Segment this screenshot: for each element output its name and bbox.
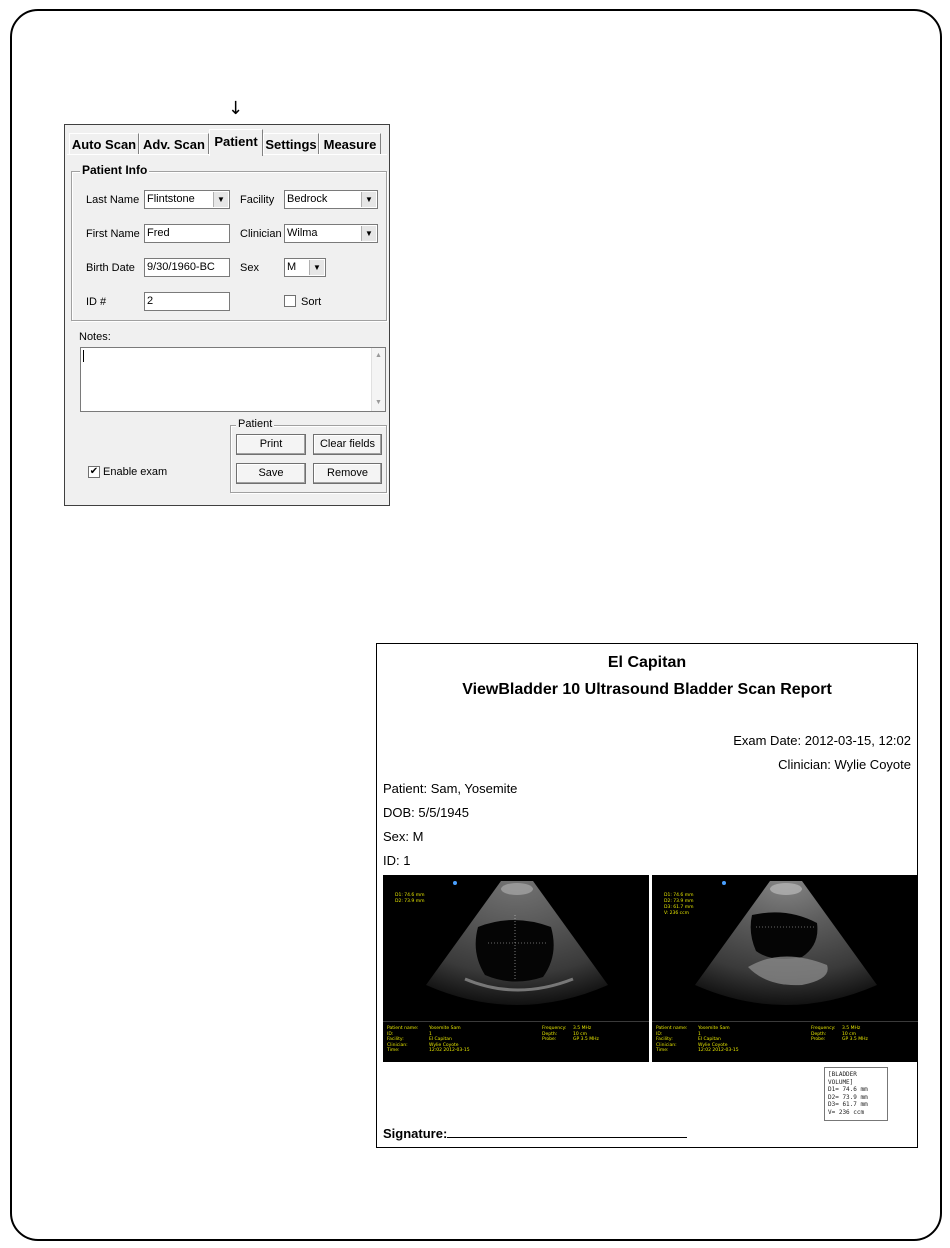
enable-exam-label: Enable exam — [103, 466, 168, 478]
measurement-d1: D1: 74.6 mm — [395, 893, 425, 898]
report-dob: DOB: 5/5/1945 — [383, 805, 469, 820]
sex-combo[interactable] — [284, 258, 326, 277]
tab-patient[interactable]: Patient — [209, 129, 263, 156]
report-id: ID: 1 — [383, 853, 411, 868]
info-label: Patient name: — [656, 1026, 688, 1031]
report-facility: El Capitan — [607, 654, 687, 671]
image-info-2 — [652, 1021, 918, 1062]
report-sex: Sex: M — [383, 829, 424, 844]
signature-line — [383, 1126, 687, 1141]
probe-label: Frequency: — [811, 1026, 836, 1031]
patient-info-title: Patient Info — [82, 163, 148, 177]
probe-value: 10 cm — [842, 1031, 857, 1037]
measurement-volume: V: 236 ccm — [664, 911, 690, 916]
probe-value: GP 3.5 MHz — [842, 1037, 868, 1042]
info-value: 1 — [429, 1031, 432, 1037]
measurements-1 — [395, 893, 425, 905]
report-title: ViewBladder 10 Ultrasound Bladder Scan Report — [462, 681, 832, 698]
first-name-label: First Name — [86, 228, 140, 240]
ultrasound-image-1 — [383, 875, 649, 1062]
measurement-d2: D2: 73.9 mm — [664, 899, 694, 904]
text-cursor — [83, 350, 84, 362]
clinician-value: Wilma — [287, 227, 318, 239]
info-value: Yosemite Sam — [429, 1026, 461, 1031]
ultrasound-image-2 — [652, 875, 918, 1062]
patient-info-group — [71, 163, 387, 321]
probe-label: Probe: — [811, 1037, 826, 1042]
notes-textarea[interactable] — [80, 347, 386, 412]
tab-settings[interactable]: Settings — [263, 133, 319, 155]
volume-d3: D3= 61.7 mm — [828, 1101, 868, 1108]
info-label: Time: — [387, 1048, 400, 1053]
remove-button[interactable]: Remove — [313, 463, 382, 484]
probe-value: GP 3.5 MHz — [573, 1037, 599, 1042]
info-label: ID: — [387, 1031, 394, 1037]
info-label: Time: — [656, 1048, 669, 1053]
signature-blank — [447, 1127, 687, 1138]
exam-date: Exam Date: 2012-03-15, 12:02 — [733, 733, 911, 748]
info-label: Clinician: — [656, 1042, 677, 1048]
chevron-down-icon[interactable]: ▼ — [361, 226, 376, 241]
info-value: 1 — [698, 1031, 701, 1037]
sex-label: Sex — [240, 262, 259, 274]
clinician-combo[interactable] — [284, 224, 378, 243]
volume-d2: D2= 73.9 mm — [828, 1093, 868, 1101]
info-label: Facility: — [656, 1037, 673, 1042]
tab-panel-patient — [67, 154, 387, 504]
signature-label: Signature: — [383, 1126, 448, 1141]
id-input[interactable]: 2 — [144, 292, 230, 311]
patient-actions-group — [230, 418, 387, 493]
first-name-input[interactable]: Fred — [144, 224, 230, 243]
print-button[interactable]: Print — [236, 434, 306, 455]
patient-dialog — [64, 124, 390, 506]
probe-label: Depth: — [542, 1031, 558, 1037]
info-value: 12:02 2012-03-15 — [429, 1048, 470, 1053]
probe-value: 10 cm — [573, 1031, 588, 1037]
info-value: Yosemite Sam — [698, 1026, 730, 1031]
scan-report — [376, 643, 918, 1148]
facility-combo[interactable] — [284, 190, 378, 209]
bladder-volume-box — [824, 1067, 888, 1121]
chevron-down-icon[interactable]: ▼ — [361, 192, 376, 207]
facility-value: Bedrock — [287, 193, 328, 205]
last-name-value: Flintstone — [147, 193, 195, 205]
info-value: 12:02 2012-03-15 — [698, 1048, 739, 1053]
tab-auto-scan[interactable]: Auto Scan — [69, 133, 139, 155]
info-label: Clinician: — [387, 1042, 408, 1048]
facility-label: Facility — [240, 194, 275, 206]
last-name-label: Last Name — [86, 194, 140, 206]
chevron-down-icon[interactable]: ▼ — [213, 192, 228, 207]
probe-value: 3.5 MHz — [573, 1026, 592, 1031]
tab-measure[interactable]: Measure — [319, 133, 381, 155]
probe-value: 3.5 MHz — [842, 1026, 861, 1031]
save-button[interactable]: Save — [236, 463, 306, 484]
tab-adv-scan[interactable]: Adv. Scan — [139, 133, 209, 155]
notes-label: Notes: — [79, 331, 111, 343]
volume-d1: D1= 74.6 mm — [828, 1086, 868, 1093]
scroll-up-icon[interactable]: ▲ — [375, 352, 382, 359]
info-value: El Capitan — [698, 1037, 721, 1042]
measurement-d3: D3: 61.7 mm — [664, 905, 694, 910]
enable-exam-checkbox[interactable]: ✔ — [89, 466, 99, 477]
probe-label: Probe: — [542, 1037, 557, 1042]
info-label: Facility: — [387, 1037, 404, 1042]
birth-date-input[interactable]: 9/30/1960-BC — [144, 258, 230, 277]
chevron-down-icon[interactable]: ▼ — [309, 260, 324, 275]
measurements-2 — [664, 893, 694, 917]
volume-box-title: [BLADDER VOLUME] — [828, 1071, 857, 1086]
volume-v: V= 236 ccm — [828, 1108, 865, 1116]
tab-bar — [67, 129, 387, 155]
report-clinician: Clinician: Wylie Coyote — [778, 757, 911, 772]
sort-label: Sort — [301, 296, 322, 308]
info-value: El Capitan — [429, 1037, 452, 1042]
info-value: Wylie Coyote — [429, 1042, 459, 1048]
sort-checkbox[interactable] — [284, 295, 296, 307]
measurement-d1: D1: 74.6 mm — [664, 893, 694, 898]
probe-label: Depth: — [811, 1031, 827, 1037]
clinician-label: Clinician — [240, 228, 282, 240]
info-label: Patient name: — [387, 1026, 419, 1031]
scroll-down-icon[interactable]: ▼ — [375, 399, 382, 406]
clear-fields-button[interactable]: Clear fields — [313, 434, 382, 455]
last-name-combo[interactable] — [144, 190, 230, 209]
info-value: Wylie Coyote — [698, 1042, 728, 1048]
down-arrow-icon: ↓ — [228, 98, 244, 119]
measurement-d2: D2: 73.9 mm — [395, 899, 425, 904]
birth-date-label: Birth Date — [86, 262, 135, 274]
id-label: ID # — [86, 296, 107, 308]
probe-label: Frequency: — [542, 1026, 567, 1031]
sex-value: M — [287, 261, 297, 273]
report-patient: Patient: Sam, Yosemite — [383, 781, 518, 796]
patient-group-title: Patient — [238, 418, 273, 430]
notes-scrollbar[interactable] — [371, 348, 385, 411]
image-info-1 — [383, 1021, 649, 1062]
info-label: ID: — [656, 1031, 663, 1037]
